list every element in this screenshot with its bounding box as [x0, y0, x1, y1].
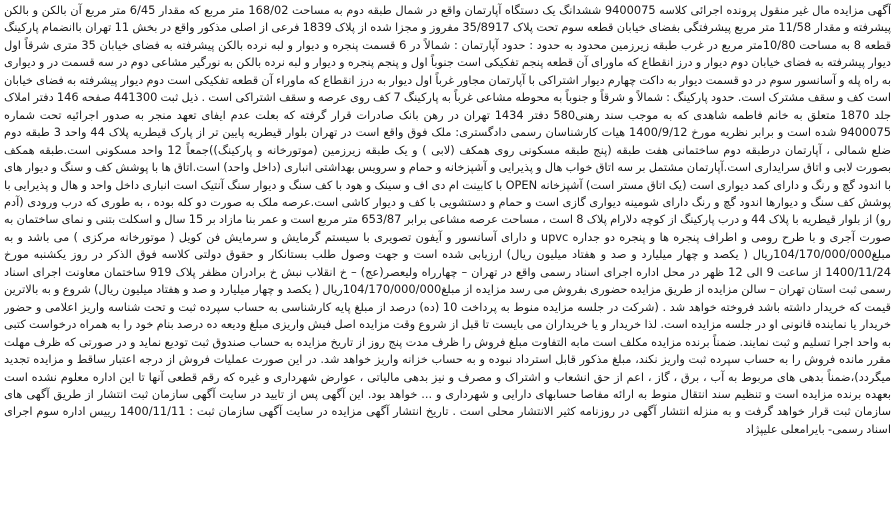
notice-body: آگهی مزایده مال غیر منقول پرونده اجرائی کلاسه 9400075 ششدانگ یک دستگاه آپارتمان واقع در شمال طبقه دوم به مساحت 168/02 متر مربع که مقدار 6/45 متر مربع آن بالکن و بالکن پیشرفته و مقدار 11/58 متر مربع پیشرفتگی بفضای خیابان قطعه سوم تحت پلاک 35/8917 مفروز و مجزا شده از پلاک 1839 فرعی از اصلی مذکور واقع در بخش 11 تهران باانضمام پارکینگ قطعه 8 به مساحت 10/80متر مربع در غرب طبقه زیرزمین محدود به حدود : حدود آپارتمان : شمالاً در 6 قسمت پنجره و دیوار و لبه نرده بالکن پیشرفته به فضای خیابان 35 متری شرقاً اول دیوار پیشرفته به فضای خیابان دوم دیوار و درز انقطاع که ماورای آن قطعه پنجم تفکیکی است جنوباً اول و پنجم پنجره و دیوار و لبه نرده بالکن به نورگیر مشاعی دوم در سه قسمت در و دیواری به راه پله و آسانسور سوم در دو قسمت دیوار به داکت چهارم دیوار اشتراکی با آپارتمان مجاور غرباً اول دیوار به درز انقطاع که ماوراء آن قطعه تفکیکی است دوم دیوار پیشرفته به فضای خیابان است کف و سقف مشترک است. حدود پارکینگ : شمالاً و شرقاً و جنوباً به محوطه مشاعی غرباً به پارکینگ 7 کف روی عرصه و سقف اشتراکی است . ذیل ثبت 441300 صفحه 146 دفتر املاک جلد 1870 متعلق به خانم فاطمه شاهدی که به موجب سند رهنی580 دفتر 1434 تهران در رهن بانک صادرات قرار گرفته که بعلت عدم ایفای تعهد منجر به صدور اجرائیه تحت شماره 9400075 شده است و برابر نظریه مورخ 1400/9/12 هیات کارشناسان رسمی دادگستری: ملک فوق واقع است در تهران بلوار قیطریه پایین تر از پارک قیطریه پلاک 44 واحد 3 طبقه دوم ضلع شمالی ، آپارتمان درطبقه دوم ساختمانی هفت طبقه (پنج طبقه مسکونی روی همکف (لابی ) و یک طبقه زیرزمین (موتورخانه و پارکینگ))جمعاً 12 واحد مسکونی است.طبقه همکف بصورت لابی و اتاق سرایداری است.آپارتمان مشتمل بر سه اتاق خواب هال و پذیرایی و آشپزخانه و حمام و سرویس بهداشتی انباری (داخل واحد) است.اتاق ها با پوشش کف و سنگ و دیوار های با اندود گچ و رنگ و دارای کمد دیواری است (یک اتاق مستر است) آشپزخانه OPEN با کابینت ام دی اف و سینک و هود با کف سنگ و دیوار سنگ آنتیک است انباری داخل واحد و هال و پذیرایی با پوشش کف سنگ و دیوارها اندود گچ و رنگ دارای شومینه دیواری گازی است و حمام و دستشویی با کف و دیوار کاشی است.عرصه ملک به صورت دو کله بوده ، به طوری که درب ورودی (آدم رو) از بلوار قیطریه با پلاک 44 و درب پارکینگ از کوچه دلارام پلاک 8 است ، مساحت عرصه مشاعی برابر 653/87 متر مربع است و عمر بنا مازاد بر 15 سال و اسکلت بتنی و نمای ساختمان به صورت آجری و با طرح رومی و اطراف پنجره ها و پنجره دو جداره upvc و دارای آسانسور و آیفون تصویری با سیستم گرمایش و سرمایش فن کویل ( موتورخانه مرکزی ) می باشد و به مبلغ104/170/000/000ریال ( یکصد و چهار میلیارد و صد و هفتاد میلیون ریال) ارزیابی شده است و جهت وصول طلب بستانکار و حقوق دولتی کلاسه فوق الذکر در روز یکشنبه مورخ 1400/11/24 از ساعت 9 الی 12 ظهر در محل اداره اجرای اسناد رسمی واقع در تهران – چهارراه ولیعصر(عج) – خ انقلاب نبش خ برادران مظفر پلاک 919 ساختمان معاونت اجرای اسناد رسمی ثبت استان تهران – سالن مزایده از طریق مزایده حضوری بفروش می رسد مزایده از مبلغ104/170/000/000ریال ( یکصد و چهار میلیارد و صد و هفتاد میلیون ریال) شروع و به بالاترین قیمت که خریدار داشته باشد فروخته خواهد شد . (شرکت در جلسه مزایده منوط به پرداخت 10 (ده) درصد از مبلغ پایه کارشناسی به حساب سپرده ثبت و تحت شناسه واریز اعلامی و حضور خریدار یا نماینده قانونی او در جلسه مزایده است. لذا خریدار و یا خریداران می بایست تا قبل از شروع وقت مزایده اصل فیش واریزی مبلغ ودیعه ده درصد بنام خود را به همراه درخواست کتبی به واحد اجرا تسلیم و ثبت نمایند. ضمناً برنده مزایده مکلف است مابه التفاوت مبلغ فروش را ظرف مدت پنج روز از تاریخ مزایده به حساب صندوق ثبت تودیع نماید و در صورتی که ظرف مهلت مقرر مانده فروش را به حساب سپرده ثبت واریز نکند، مبلغ مذکور قابل استرداد نبوده و به حساب خزانه واریز خواهد شد. در این صورت عملیات فروش از درجه اعتبار ساقط و مزایده تجدید میگردد)،ضمناً بدهی های مربوط به آب ، برق ، گاز ، اعم از حق انشعاب و اشتراک و مصرف و نیز بدهی مالیاتی ، عوارض شهرداری و غیره که رقم قطعی آنها تا این اداره معلوم نشده است بعهده برنده مزایده است و تنظیم سند انتقال منوط به ارائه مفاصا حسابهای دارایی و شهرداری و ... خواهد بود. این آگهی پس از تایید در سایت آگهی سازمان ثبت انتشار از طریق آگهی های سازمان ثبت قرار خواهد گرفت و به منزله انتشار آگهی در روزنامه کثیر الانتشار محلی است . تاریخ انتشار آگهی مزایده در سایت آگهی سازمان ثبت : 1400/11/11 رییس اداره سوم اجرای اسناد رسمی- بایرامعلی علیپژاد	[4, 3, 891, 436]
auction-notice-text	[4, 2, 891, 529]
